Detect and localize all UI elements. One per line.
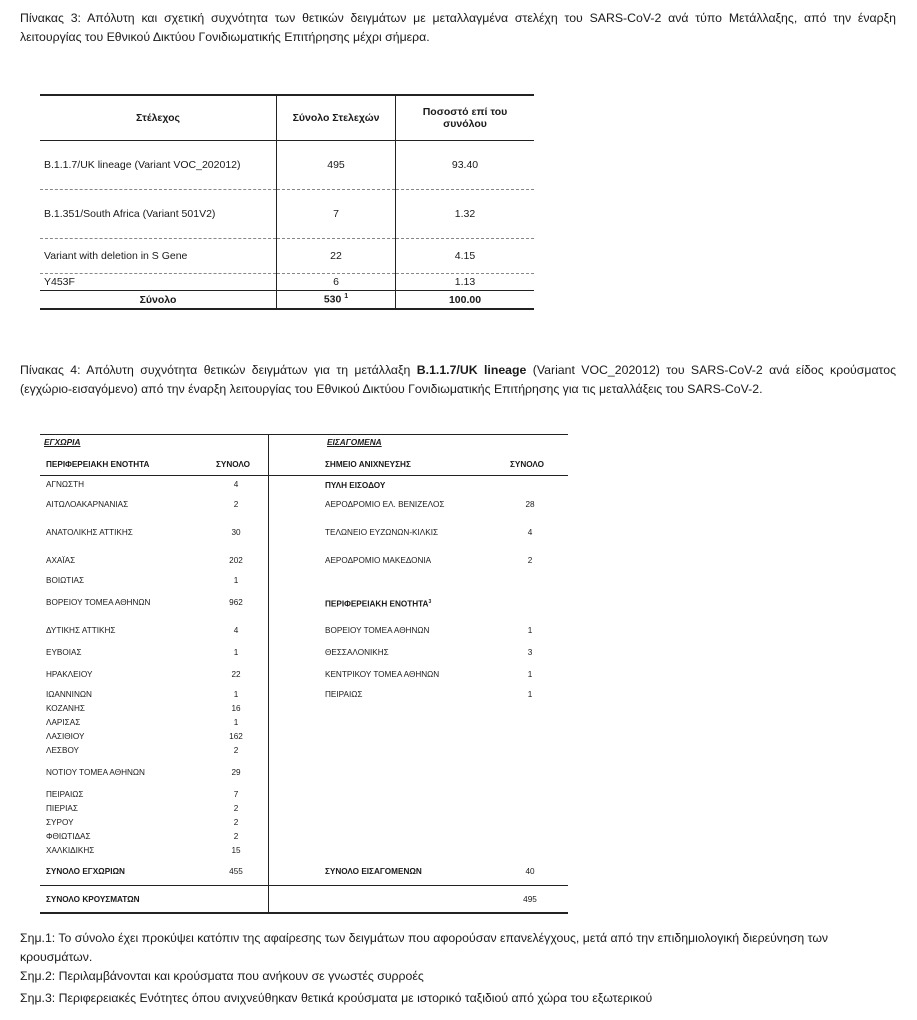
table3-caption: Πίνακας 3: Απόλυτη και σχετική συχνότητα των θετικών δειγμάτων με μεταλλαγμένα στελέχη του SARS-CoV-2 ανά τύπο Μετάλλαξης, από την έναρξη λειτουργίας του Εθνικού Δικτύου Γονιδιωματικής Επιτήρησης μέχρι σήμερα. bbox=[20, 11, 896, 44]
domestic-total-label: ΣΥΝΟΛΟ ΕΓΧΩΡΙΩΝ bbox=[46, 867, 125, 876]
list-item-value: 2 bbox=[233, 746, 239, 755]
footnote-marker: 1 bbox=[344, 293, 349, 301]
caption-text: Πίνακας 4: Απόλυτη συχνότητα θετικών δειγμάτων για τη μετάλλαξη bbox=[20, 363, 417, 377]
domestic-header-region: ΠΕΡΙΦΕΡΕΙΑΚΗ ΕΝΟΤΗΤΑ bbox=[46, 460, 150, 469]
caption-text: (Variant VOC_202012) του SARS-CoV-2 ανά είδος κρούσματος (εγχώριο-εισαγόμενο) από την έναρξη λειτουργίας του Εθνικού Δικτύου Γονιδιωματικής Επιτήρησης για τις μεταλλάξεις του SARS-CoV-2. bbox=[20, 363, 897, 396]
pct-cell: 1.32 bbox=[396, 190, 535, 239]
list-item-name: ΚΕΝΤΡΙΚΟΥ ΤΟΜΕΑ ΑΘΗΝΩΝ bbox=[325, 670, 440, 679]
table3 bbox=[40, 94, 534, 310]
grand-total-value: 495 bbox=[523, 895, 537, 904]
list-item-value: 30 bbox=[231, 528, 241, 537]
table4 bbox=[40, 434, 568, 914]
divider bbox=[268, 434, 269, 912]
divider bbox=[40, 885, 568, 886]
list-item-value: 2 bbox=[527, 556, 533, 565]
caption-bold-text: B.1.1.7/UK lineage bbox=[416, 363, 527, 377]
table3-header-pct: Ποσοστό επί του συνόλου bbox=[396, 95, 535, 141]
list-item-name: ΣΥΡΟΥ bbox=[46, 818, 74, 827]
divider bbox=[40, 475, 568, 476]
list-item-value: 1 bbox=[527, 626, 533, 635]
list-item-value: 2 bbox=[233, 832, 239, 841]
list-item-value: 202 bbox=[229, 556, 243, 565]
list-item-name: ΠΙΕΡΙΑΣ bbox=[46, 804, 78, 813]
table4-caption bbox=[20, 361, 896, 399]
list-item-value: 1 bbox=[527, 690, 533, 699]
table-row bbox=[40, 239, 534, 274]
total-label: Σύνολο bbox=[40, 291, 277, 310]
list-item-name: ΒΟΙΩΤΙΑΣ bbox=[46, 576, 85, 585]
list-item-value: 4 bbox=[527, 528, 533, 537]
strain-cell: B.1.351/South Africa (Variant 501V2) bbox=[40, 190, 277, 239]
imported-header-total: ΣΥΝΟΛΟ bbox=[510, 460, 545, 469]
list-item-name: ΑΕΡΟΔΡΟΜΙΟ ΕΛ. ΒΕΝΙΖΕΛΟΣ bbox=[325, 500, 445, 509]
total-cell: 495 bbox=[277, 141, 396, 190]
list-item-value: 1 bbox=[233, 576, 239, 585]
total-value bbox=[277, 291, 396, 310]
list-item-value: 1 bbox=[233, 648, 239, 657]
list-item-value: 1 bbox=[527, 670, 533, 679]
list-item-name: ΔΥΤΙΚΗΣ ΑΤΤΙΚΗΣ bbox=[46, 626, 116, 635]
list-item-name: ΙΩΑΝΝΙΝΩΝ bbox=[46, 690, 92, 699]
list-item-name: ΑΝΑΤΟΛΙΚΗΣ ΑΤΤΙΚΗΣ bbox=[46, 528, 133, 537]
total-cell: 6 bbox=[277, 274, 396, 291]
footnote-marker: 3 bbox=[428, 599, 432, 605]
imported-title: ΕΙΣΑΓΟΜΕΝΑ bbox=[327, 437, 382, 447]
list-item-name: ΠΕΙΡΑΙΩΣ bbox=[46, 790, 84, 799]
strain-cell: Variant with deletion in S Gene bbox=[40, 239, 277, 274]
pct-cell: 1.13 bbox=[396, 274, 535, 291]
list-item-name: ΑΓΝΩΣΤΗ bbox=[46, 480, 84, 489]
list-item-name: ΠΕΙΡΑΙΩΣ bbox=[325, 690, 363, 699]
strain-cell: Y453F bbox=[40, 274, 277, 291]
entry-point-header: ΠΥΛΗ ΕΙΣΟΔΟΥ bbox=[325, 481, 386, 490]
table-row bbox=[40, 274, 534, 291]
strain-cell: B.1.1.7/UK lineage (Variant VOC_202012) bbox=[40, 141, 277, 190]
list-item-name: ΛΑΣΙΘΙΟΥ bbox=[46, 732, 85, 741]
list-item-name: ΚΟΖΑΝΗΣ bbox=[46, 704, 85, 713]
list-item-value: 2 bbox=[233, 818, 239, 827]
list-item-name: ΑΧΑΪΑΣ bbox=[46, 556, 76, 565]
list-item-name: ΒΟΡΕΙΟΥ ΤΟΜΕΑ ΑΘΗΝΩΝ bbox=[325, 626, 430, 635]
imported-total-label: ΣΥΝΟΛΟ ΕΙΣΑΓΟΜΕΝΩΝ bbox=[325, 867, 422, 876]
list-item-name: ΛΑΡΙΣΑΣ bbox=[46, 718, 81, 727]
table-row bbox=[40, 141, 534, 190]
pct-cell: 4.15 bbox=[396, 239, 535, 274]
list-item-value: 15 bbox=[231, 846, 241, 855]
list-item-value: 4 bbox=[233, 480, 239, 489]
list-item-name: ΒΟΡΕΙΟΥ ΤΟΜΕΑ ΑΘΗΝΩΝ bbox=[46, 598, 151, 607]
domestic-header-total: ΣΥΝΟΛΟ bbox=[216, 460, 251, 469]
imported-total-value: 40 bbox=[525, 867, 535, 876]
list-item-name: ΝΟΤΙΟΥ ΤΟΜΕΑ ΑΘΗΝΩΝ bbox=[46, 768, 145, 777]
note-2: Σημ.2: Περιλαμβάνονται και κρούσματα που ανήκουν σε γνωστές συρροές bbox=[20, 969, 424, 983]
total-cell: 22 bbox=[277, 239, 396, 274]
imported-header-point: ΣΗΜΕΙΟ ΑΝΙΧΝΕΥΣΗΣ bbox=[325, 460, 411, 469]
table3-header-strain: Στέλεχος bbox=[40, 95, 277, 141]
list-item-value: 29 bbox=[231, 768, 241, 777]
total-cell: 7 bbox=[277, 190, 396, 239]
list-item-name: ΕΥΒΟΙΑΣ bbox=[46, 648, 82, 657]
note-1: Σημ.1: Το σύνολο έχει προκύψει κατόπιν της αφαίρεσης των δειγμάτων που αφορούσαν επανελέγχους, μετά από την επιδημιολογική διερεύνηση των κρουσμάτων. bbox=[20, 931, 829, 964]
list-item-name: ΧΑΛΚΙΔΙΚΗΣ bbox=[46, 846, 95, 855]
list-item-value: 1 bbox=[233, 718, 239, 727]
divider bbox=[40, 912, 568, 914]
imported-region-header bbox=[325, 599, 431, 609]
header-text: ΠΕΡΙΦΕΡΕΙΑΚΗ ΕΝΟΤΗΤΑ bbox=[325, 599, 429, 609]
list-item-name: ΦΘΙΩΤΙΔΑΣ bbox=[46, 832, 91, 841]
divider bbox=[40, 434, 568, 435]
grand-total-label: ΣΥΝΟΛΟ ΚΡΟΥΣΜΑΤΩΝ bbox=[46, 895, 140, 904]
list-item-value: 3 bbox=[527, 648, 533, 657]
list-item-name: ΗΡΑΚΛΕΙΟΥ bbox=[46, 670, 93, 679]
list-item-value: 1 bbox=[233, 690, 239, 699]
list-item-value: 28 bbox=[525, 500, 535, 509]
list-item-name: ΑΙΤΩΛΟΑΚΑΡΝΑΝΙΑΣ bbox=[46, 500, 129, 509]
note-3: Σημ.3: Περιφερειακές Ενότητες όπου ανιχνεύθηκαν θετικά κρούσματα με ιστορικό ταξιδιού από χώρα του εξωτερικού bbox=[20, 991, 653, 1005]
table-row bbox=[40, 190, 534, 239]
list-item-value: 2 bbox=[233, 804, 239, 813]
domestic-total-value: 455 bbox=[229, 867, 243, 876]
list-item-value: 162 bbox=[229, 732, 243, 741]
total-number: 530 bbox=[323, 293, 342, 306]
list-item-name: ΘΕΣΣΑΛΟΝΙΚΗΣ bbox=[325, 648, 389, 657]
list-item-name: ΛΕΣΒΟΥ bbox=[46, 746, 80, 755]
list-item-name: ΑΕΡΟΔΡΟΜΙΟ ΜΑΚΕΔΟΝΙΑ bbox=[325, 556, 432, 565]
list-item-value: 16 bbox=[231, 704, 241, 713]
pct-cell: 93.40 bbox=[396, 141, 535, 190]
table3-total-row bbox=[40, 291, 534, 310]
list-item-name: ΤΕΛΩΝΕΙΟ ΕΥΖΩΝΩΝ-ΚΙΛΚΙΣ bbox=[325, 528, 439, 537]
table3-header-row bbox=[40, 95, 534, 141]
list-item-value: 962 bbox=[229, 598, 243, 607]
list-item-value: 4 bbox=[233, 626, 239, 635]
domestic-title: ΕΓΧΩΡΙΑ bbox=[44, 437, 81, 447]
list-item-value: 7 bbox=[233, 790, 239, 799]
list-item-value: 22 bbox=[231, 670, 241, 679]
table3-header-total: Σύνολο Στελεχών bbox=[277, 95, 396, 141]
list-item-value: 2 bbox=[233, 500, 239, 509]
total-pct: 100.00 bbox=[396, 291, 535, 310]
